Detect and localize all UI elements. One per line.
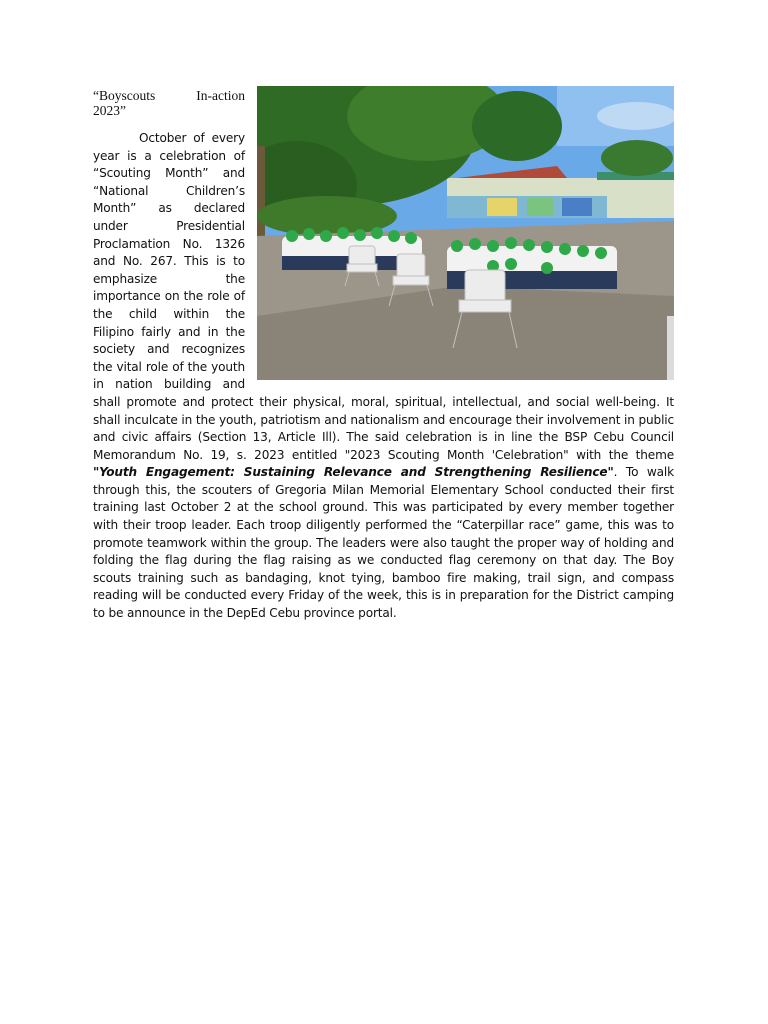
title-word-boyscouts: “Boyscouts [93,88,156,103]
scouts-photo-illustration [257,86,674,380]
theme-text: "Youth Engagement: Sustaining Relevance and Strengthening Resilience" [93,465,614,480]
article-title [93,88,245,118]
body-part-1: October of every year is a celebration of “Scouting Month” and “National Children’s Month” as declared under Presidential Proclamation No. 1326 and No. 267. This is to emphasize the importance on the role of the child within the Filipino fairly and in the society and recognizes the vital role of the youth in nation building and shall promote and protect their physical, moral, spiritual, intellectual, and social well-being. It shall inculcate in the youth, patriotism and nationalism and encourage their involvement in public and civic affairs (Section 13, Article Ill). The said celebration is in line the BSP Cebu Council Memorandum No. 19, s. 2023 entitled "2023 Scouting Month 'Celebration" with the theme [93,131,674,462]
cloud [597,102,674,130]
tree-canopy [472,91,562,161]
title-word-in-action: In-action [196,88,245,103]
article [93,86,674,623]
palm-tree [601,140,673,176]
pole [667,316,674,380]
mural-panel [487,198,517,216]
mural-panel [562,198,592,216]
mural-panel [527,198,553,216]
body-part-2: . To walk through this, the scouters of Gregoria Milan Memorial Elementary School conducted their first training last October 2 at the school ground. This was participated by every member together with their troop leader. Each troop diligently performed the “Caterpillar race” game, this was to promote teamwork within the group. The leaders were also taught the proper way of holding and folding the flag during the flag raising as we conducted flag ceremony on that day. The Boy scouts training such as bandaging, knot tying, bamboo fire making, trail sign, and compass reading will be conducted every Friday of the week, this is in preparation for the District camping to be announce in the DepEd Cebu province portal. [93,465,674,621]
scouts-photo [257,86,674,380]
title-year: 2023” [93,103,126,118]
